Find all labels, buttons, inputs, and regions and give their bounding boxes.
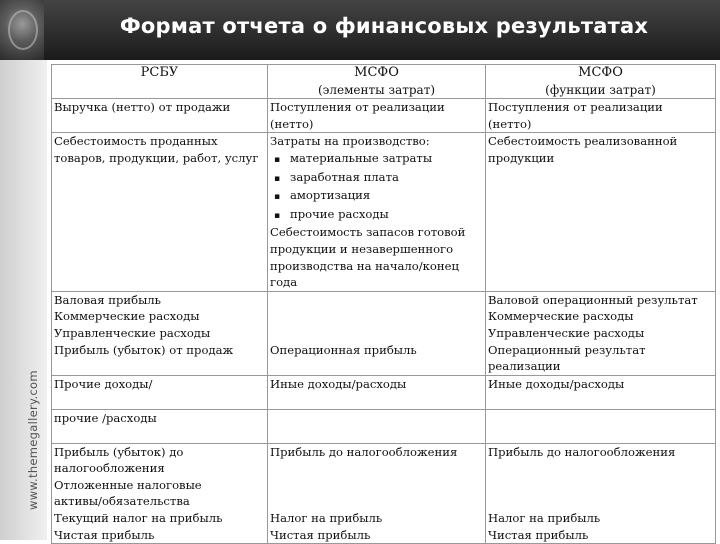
- header-ifrs-functions-sub: (функции затрат): [545, 82, 656, 97]
- cell-other-expenses-rsbu: прочие /расходы: [52, 409, 268, 443]
- watermark: www.themegallery.com: [26, 370, 40, 510]
- header-rsbu-label: РСБУ: [140, 65, 179, 80]
- table-row: [52, 443, 716, 544]
- financial-report-table: [51, 64, 716, 544]
- bullet-item: ▪ заработная плата: [270, 169, 483, 188]
- table-row: [52, 375, 716, 409]
- cell-revenue-elements: Поступления от реализации (нетто): [268, 99, 486, 133]
- title-bar: [0, 0, 720, 60]
- table-row: [52, 99, 716, 133]
- cell-cost-elements: Затраты на производство: ▪ материальные затраты ▪ заработная плата ▪ амортизация ▪ прочие расходы Себестоимость запасов готовой продукции и незавершенного производства на начало/конец года: [268, 133, 486, 291]
- header-ifrs-functions-label: МСФО: [578, 65, 623, 80]
- table-row: [52, 409, 716, 443]
- cell-net-profit-rsbu: Прибыль (убыток) до налогообложения Отложенные налоговые активы/обязательства Текущий налог на прибыль Чистая прибыль: [52, 443, 268, 544]
- header-ifrs-functions: [486, 65, 716, 99]
- cell-other-income-elements: Иные доходы/расходы: [268, 375, 486, 409]
- cell-revenue-functions: Поступления от реализации (нетто): [486, 99, 716, 133]
- cell-gross-profit-rsbu: Валовая прибыль Коммерческие расходы Управленческие расходы Прибыль (убыток) от продаж: [52, 291, 268, 375]
- bullet-item: ▪ амортизация: [270, 187, 483, 206]
- cell-revenue-rsbu: Выручка (нетто) от продажи: [52, 99, 268, 133]
- cell-other-income-functions: Иные доходы/расходы: [486, 375, 716, 409]
- cell-cost-rsbu: Себестоимость проданных товаров, продукции, работ, услуг: [52, 133, 268, 291]
- cell-empty: [268, 409, 486, 443]
- cell-net-profit-functions: Прибыль до налогообложения Налог на прибыль Чистая прибыль: [486, 443, 716, 544]
- slide-title: Формат отчета о финансовых результатах: [119, 14, 649, 38]
- cell-operating-profit-elements: Операционная прибыль: [268, 291, 486, 375]
- table-row: [52, 133, 716, 291]
- table-header-row: [52, 65, 716, 99]
- cell-operating-result-functions: Валовой операционный результат Коммерческие расходы Управленческие расходы Операционный результат реализации: [486, 291, 716, 375]
- table-row: [52, 291, 716, 375]
- decorative-corner-image: [0, 0, 44, 60]
- header-rsbu: [52, 65, 268, 99]
- header-ifrs-elements-label: МСФО: [354, 65, 399, 80]
- bullet-item: ▪ прочие расходы: [270, 206, 483, 225]
- cell-net-profit-elements: Прибыль до налогообложения Налог на прибыль Чистая прибыль: [268, 443, 486, 544]
- header-ifrs-elements-sub: (элементы затрат): [317, 82, 436, 97]
- header-ifrs-elements: [268, 65, 486, 99]
- cell-other-income-rsbu: Прочие доходы/: [52, 375, 268, 409]
- cell-cost-functions: Себестоимость реализованной продукции: [486, 133, 716, 291]
- bullet-item: ▪ материальные затраты: [270, 150, 483, 169]
- cell-empty: [486, 409, 716, 443]
